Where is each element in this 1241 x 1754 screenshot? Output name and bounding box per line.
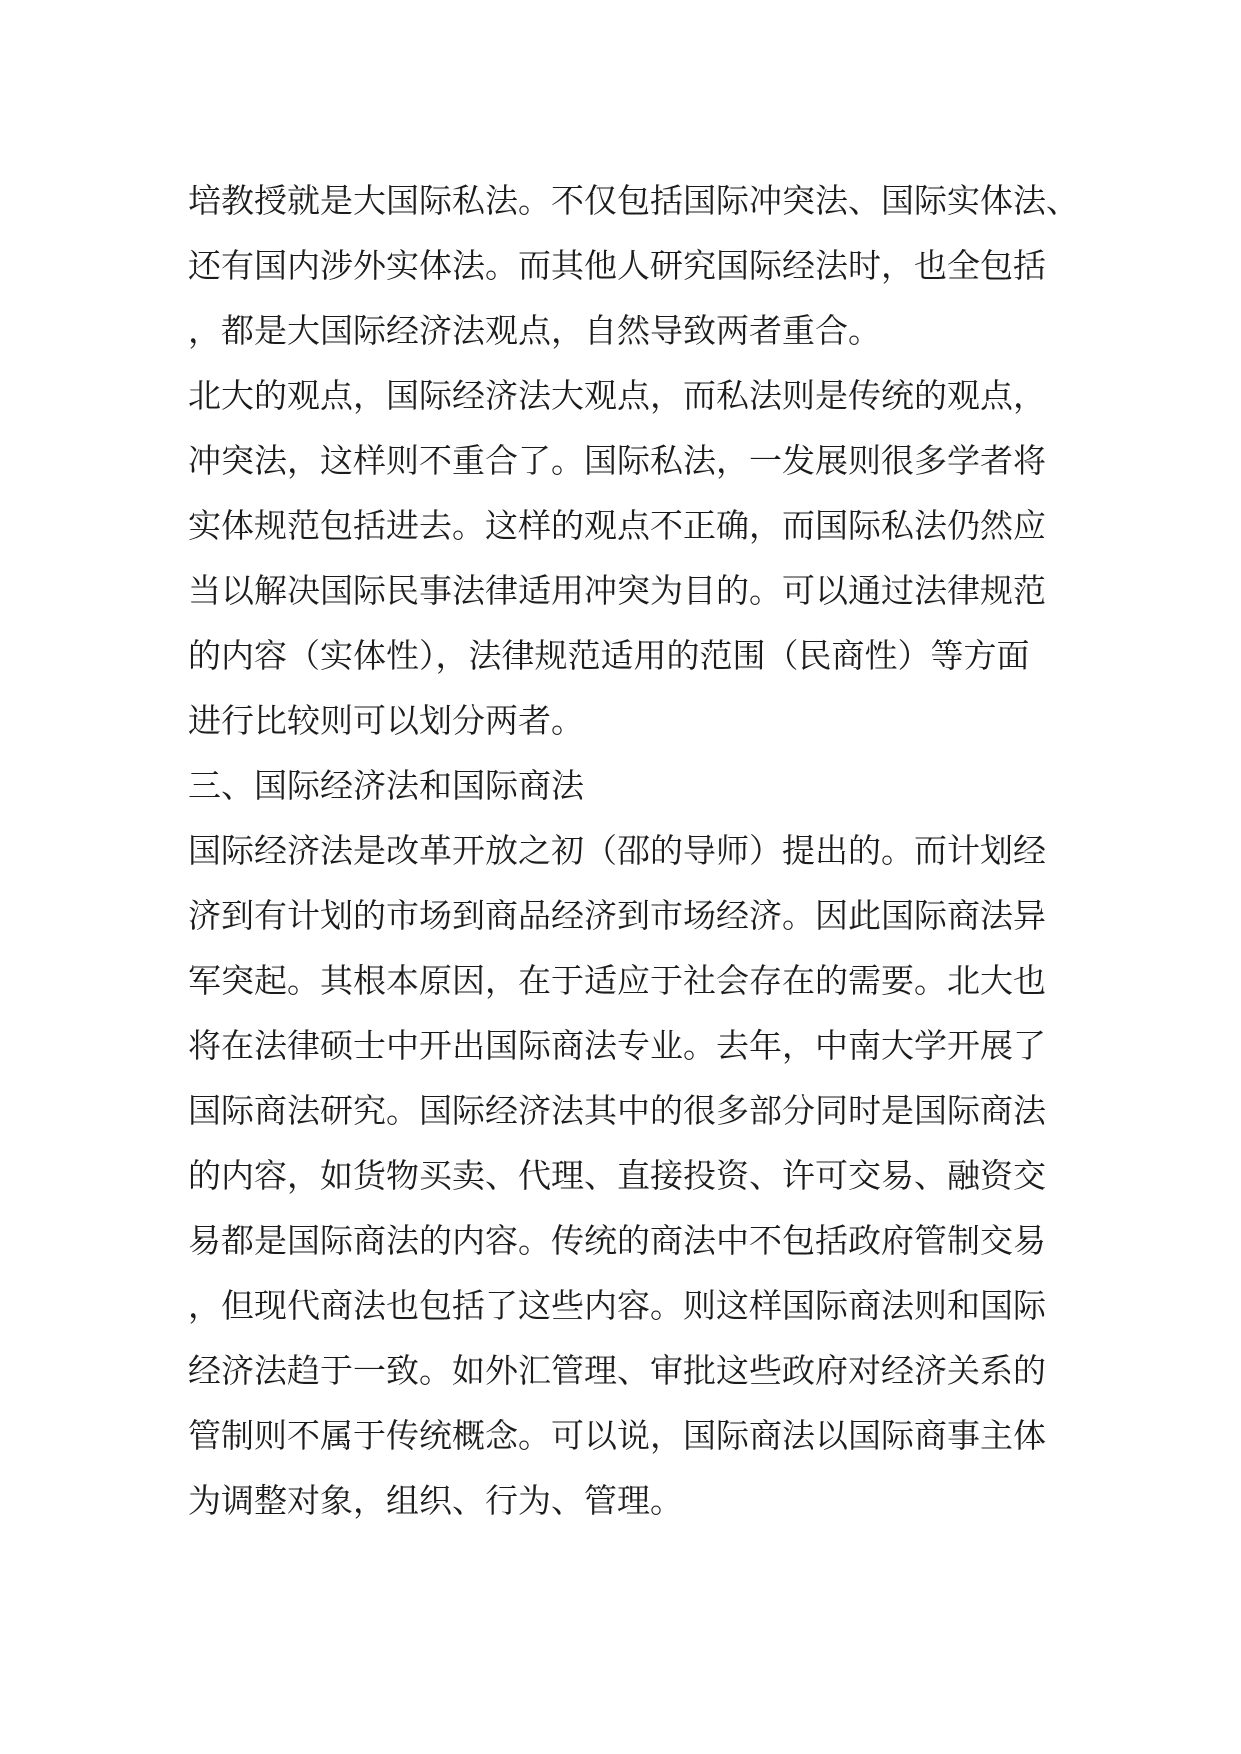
text-line: ，但现代商法也包括了这些内容。则这样国际商法则和国际 <box>188 1286 1046 1325</box>
text-line: 将在法律硕士中开出国际商法专业。去年，中南大学开展了 <box>188 1026 1046 1065</box>
text-line: 实体规范包括进去。这样的观点不正确，而国际私法仍然应 <box>188 506 1046 545</box>
text-line: 易都是国际商法的内容。传统的商法中不包括政府管制交易 <box>188 1221 1046 1260</box>
text-line: 进行比较则可以划分两者。 <box>188 701 584 740</box>
section-heading: 三、国际经济法和国际商法 <box>188 766 584 805</box>
text-line: 为调整对象，组织、行为、管理。 <box>188 1481 683 1520</box>
text-line: 军突起。其根本原因，在于适应于社会存在的需要。北大也 <box>188 961 1046 1000</box>
text-line: 还有国内涉外实体法。而其他人研究国际经法时，也全包括 <box>188 246 1046 285</box>
text-line: 管制则不属于传统概念。可以说，国际商法以国际商事主体 <box>188 1416 1046 1455</box>
text-line: 济到有计划的市场到商品经济到市场经济。因此国际商法异 <box>188 896 1046 935</box>
text-line: 的内容，如货物买卖、代理、直接投资、许可交易、融资交 <box>188 1156 1046 1195</box>
text-line: 北大的观点，国际经济法大观点，而私法则是传统的观点， <box>188 376 1046 415</box>
body-text <box>188 168 1079 1533</box>
text-line: 当以解决国际民事法律适用冲突为目的。可以通过法律规范 <box>188 571 1046 610</box>
text-line: 培教授就是大国际私法。不仅包括国际冲突法、国际实体法、 <box>188 181 1079 220</box>
text-line: 经济法趋于一致。如外汇管理、审批这些政府对经济关系的 <box>188 1351 1046 1390</box>
text-line: 的内容（实体性），法律规范适用的范围（民商性）等方面 <box>188 636 1030 675</box>
text-line: ，都是大国际经济法观点，自然导致两者重合。 <box>188 311 881 350</box>
text-line: 冲突法，这样则不重合了。国际私法，一发展则很多学者将 <box>188 441 1046 480</box>
text-line: 国际商法研究。国际经济法其中的很多部分同时是国际商法 <box>188 1091 1046 1130</box>
text-line: 国际经济法是改革开放之初（邵的导师）提出的。而计划经 <box>188 831 1046 870</box>
